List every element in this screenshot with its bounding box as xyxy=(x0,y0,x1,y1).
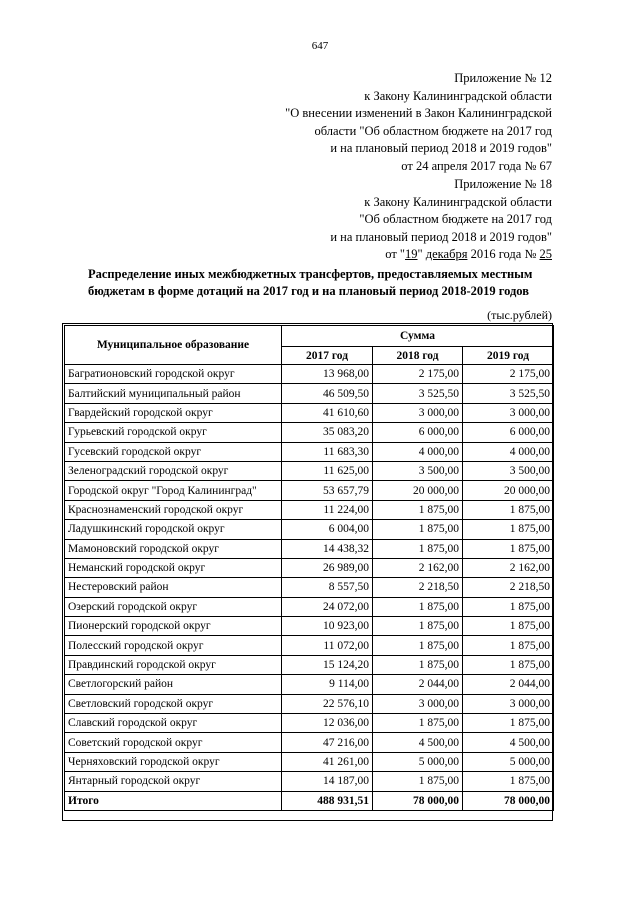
appendix-original-line4: и на плановый период 2018 и 2019 годов" xyxy=(330,229,552,244)
appendix-current-line2: к Закону Калининградской области xyxy=(364,88,552,103)
value-2017: 12 036,00 xyxy=(282,714,373,733)
value-2019: 20 000,00 xyxy=(463,481,554,500)
value-2017: 11 072,00 xyxy=(282,636,373,655)
value-2019: 1 875,00 xyxy=(463,655,554,674)
value-2019: 6 000,00 xyxy=(463,423,554,442)
transfers-table xyxy=(64,325,554,811)
municipality-name: Ладушкинский городской округ xyxy=(65,520,282,539)
table-row xyxy=(65,752,554,771)
value-2017: 14 438,32 xyxy=(282,539,373,558)
appendix-original-line1: Приложение № 18 xyxy=(454,177,552,191)
value-2019: 2 044,00 xyxy=(463,675,554,694)
table-row xyxy=(65,675,554,694)
date-quote: " xyxy=(417,247,426,261)
value-2019: 1 875,00 xyxy=(463,500,554,519)
date-day: 19 xyxy=(405,247,418,261)
municipality-name: Нестеровский район xyxy=(65,578,282,597)
value-2017: 11 625,00 xyxy=(282,461,373,480)
value-2017: 22 576,10 xyxy=(282,694,373,713)
municipality-name: Гусевский городской округ xyxy=(65,442,282,461)
value-2017: 41 610,60 xyxy=(282,403,373,422)
table-row xyxy=(65,772,554,791)
value-2019: 1 875,00 xyxy=(463,520,554,539)
appendix-current-line5: и на плановый период 2018 и 2019 годов" xyxy=(330,141,552,155)
document-title: Распределение иных межбюджетных трансфертов, предоставляемых местным бюджетам в форме дотаций на 2017 год и на плановый период 2018-2019 годов xyxy=(88,267,533,298)
municipality-name: Черняховский городской округ xyxy=(65,752,282,771)
value-2018: 2 218,50 xyxy=(373,578,463,597)
table-row xyxy=(65,481,554,500)
appendix-current-line4: области "Об областном бюджете на 2017 год xyxy=(314,123,552,138)
value-2017: 13 968,00 xyxy=(282,365,373,384)
municipality-name: Светловский городской округ xyxy=(65,694,282,713)
value-2018: 3 000,00 xyxy=(373,694,463,713)
value-2018: 3 500,00 xyxy=(373,461,463,480)
value-2019: 1 875,00 xyxy=(463,772,554,791)
municipality-name: Советский городской округ xyxy=(65,733,282,752)
table-row xyxy=(65,636,554,655)
municipality-name: Мамоновский городской округ xyxy=(65,539,282,558)
value-2018: 1 875,00 xyxy=(373,520,463,539)
table-row xyxy=(65,423,554,442)
table-row xyxy=(65,403,554,422)
value-2017: 6 004,00 xyxy=(282,520,373,539)
appendix-original-line3: "Об областном бюджете на 2017 год xyxy=(359,212,552,226)
municipality-name: Янтарный городской округ xyxy=(65,772,282,791)
units-label: (тыс.рублей) xyxy=(487,308,552,322)
value-2017: 46 509,50 xyxy=(282,384,373,403)
value-2019: 3 525,50 xyxy=(463,384,554,403)
value-2017: 24 072,00 xyxy=(282,597,373,616)
table-row xyxy=(65,365,554,384)
value-2017: 8 557,50 xyxy=(282,578,373,597)
value-2018: 1 875,00 xyxy=(373,655,463,674)
col-header-sum: Сумма xyxy=(282,326,554,347)
total-2017: 488 931,51 xyxy=(282,791,373,810)
value-2017: 53 657,79 xyxy=(282,481,373,500)
table-row xyxy=(65,500,554,519)
value-2017: 10 923,00 xyxy=(282,617,373,636)
value-2017: 47 216,00 xyxy=(282,733,373,752)
municipality-name: Гвардейский городской округ xyxy=(65,403,282,422)
table-row xyxy=(65,558,554,577)
municipality-name: Пионерский городской округ xyxy=(65,617,282,636)
value-2018: 1 875,00 xyxy=(373,539,463,558)
value-2018: 1 875,00 xyxy=(373,500,463,519)
value-2018: 2 044,00 xyxy=(373,675,463,694)
appendix-original-line2: к Закону Калининградской области xyxy=(364,194,552,209)
value-2018: 4 500,00 xyxy=(373,733,463,752)
value-2017: 14 187,00 xyxy=(282,772,373,791)
value-2018: 20 000,00 xyxy=(373,481,463,500)
value-2018: 1 875,00 xyxy=(373,617,463,636)
appendix-original-header xyxy=(330,176,552,264)
date-prefix: от " xyxy=(385,247,406,261)
value-2019: 2 162,00 xyxy=(463,558,554,577)
municipality-name: Светлогорский район xyxy=(65,675,282,694)
value-2019: 3 500,00 xyxy=(463,461,554,480)
value-2019: 5 000,00 xyxy=(463,752,554,771)
appendix-current-line1: Приложение № 12 xyxy=(454,71,552,85)
page-number: 647 xyxy=(311,40,329,52)
col-header-2019: 2019 год xyxy=(463,347,554,365)
value-2017: 15 124,20 xyxy=(282,655,373,674)
appendix-current-line3: "О внесении изменений в Закон Калининградской xyxy=(285,106,552,120)
total-label: Итого xyxy=(65,791,282,810)
value-2018: 5 000,00 xyxy=(373,752,463,771)
value-2018: 6 000,00 xyxy=(373,423,463,442)
total-row xyxy=(65,791,554,810)
table-row xyxy=(65,442,554,461)
municipality-name: Зеленоградский городской округ xyxy=(65,461,282,480)
value-2017: 41 261,00 xyxy=(282,752,373,771)
municipality-name: Багратионовский городской округ xyxy=(65,365,282,384)
value-2019: 1 875,00 xyxy=(463,714,554,733)
municipality-name: Краснознаменский городской округ xyxy=(65,500,282,519)
col-header-2018: 2018 год xyxy=(373,347,463,365)
value-2019: 1 875,00 xyxy=(463,539,554,558)
municipality-name: Балтийский муниципальный район xyxy=(65,384,282,403)
appendix-current-line6: от 24 апреля 2017 года № 67 xyxy=(401,158,552,173)
value-2018: 1 875,00 xyxy=(373,636,463,655)
municipality-name: Правдинский городской округ xyxy=(65,655,282,674)
value-2018: 2 162,00 xyxy=(373,558,463,577)
value-2018: 1 875,00 xyxy=(373,597,463,616)
table-row xyxy=(65,617,554,636)
value-2019: 3 000,00 xyxy=(463,403,554,422)
table-row xyxy=(65,694,554,713)
table-row xyxy=(65,539,554,558)
value-2019: 2 175,00 xyxy=(463,365,554,384)
value-2019: 1 875,00 xyxy=(463,597,554,616)
date-month: декабря xyxy=(425,247,468,261)
value-2018: 1 875,00 xyxy=(373,772,463,791)
table-row xyxy=(65,655,554,674)
total-2018: 78 000,00 xyxy=(373,791,463,810)
municipality-name: Городской округ "Город Калининград" xyxy=(65,481,282,500)
date-year: 2016 года № xyxy=(467,247,540,261)
value-2019: 4 500,00 xyxy=(463,733,554,752)
value-2018: 4 000,00 xyxy=(373,442,463,461)
table-row xyxy=(65,384,554,403)
municipality-name: Гурьевский городской округ xyxy=(65,423,282,442)
col-header-municipality: Муниципальное образование xyxy=(65,326,282,365)
table-row xyxy=(65,578,554,597)
value-2018: 1 875,00 xyxy=(373,714,463,733)
col-header-2017: 2017 год xyxy=(282,347,373,365)
municipality-name: Славский городской округ xyxy=(65,714,282,733)
value-2017: 26 989,00 xyxy=(282,558,373,577)
value-2019: 4 000,00 xyxy=(463,442,554,461)
value-2018: 3 000,00 xyxy=(373,403,463,422)
value-2018: 2 175,00 xyxy=(373,365,463,384)
value-2017: 9 114,00 xyxy=(282,675,373,694)
value-2019: 3 000,00 xyxy=(463,694,554,713)
value-2019: 1 875,00 xyxy=(463,636,554,655)
municipality-name: Полесский городской округ xyxy=(65,636,282,655)
law-number: 25 xyxy=(539,247,552,261)
value-2017: 11 683,30 xyxy=(282,442,373,461)
value-2017: 11 224,00 xyxy=(282,500,373,519)
table-row xyxy=(65,597,554,616)
table-row xyxy=(65,461,554,480)
table-row xyxy=(65,520,554,539)
value-2019: 2 218,50 xyxy=(463,578,554,597)
table-row xyxy=(65,733,554,752)
table-row xyxy=(65,714,554,733)
total-2019: 78 000,00 xyxy=(463,791,554,810)
appendix-current-header xyxy=(285,70,552,175)
municipality-name: Неманский городской округ xyxy=(65,558,282,577)
value-2018: 3 525,50 xyxy=(373,384,463,403)
value-2017: 35 083,20 xyxy=(282,423,373,442)
municipality-name: Озерский городской округ xyxy=(65,597,282,616)
value-2019: 1 875,00 xyxy=(463,617,554,636)
appendix-original-line5 xyxy=(330,246,552,264)
